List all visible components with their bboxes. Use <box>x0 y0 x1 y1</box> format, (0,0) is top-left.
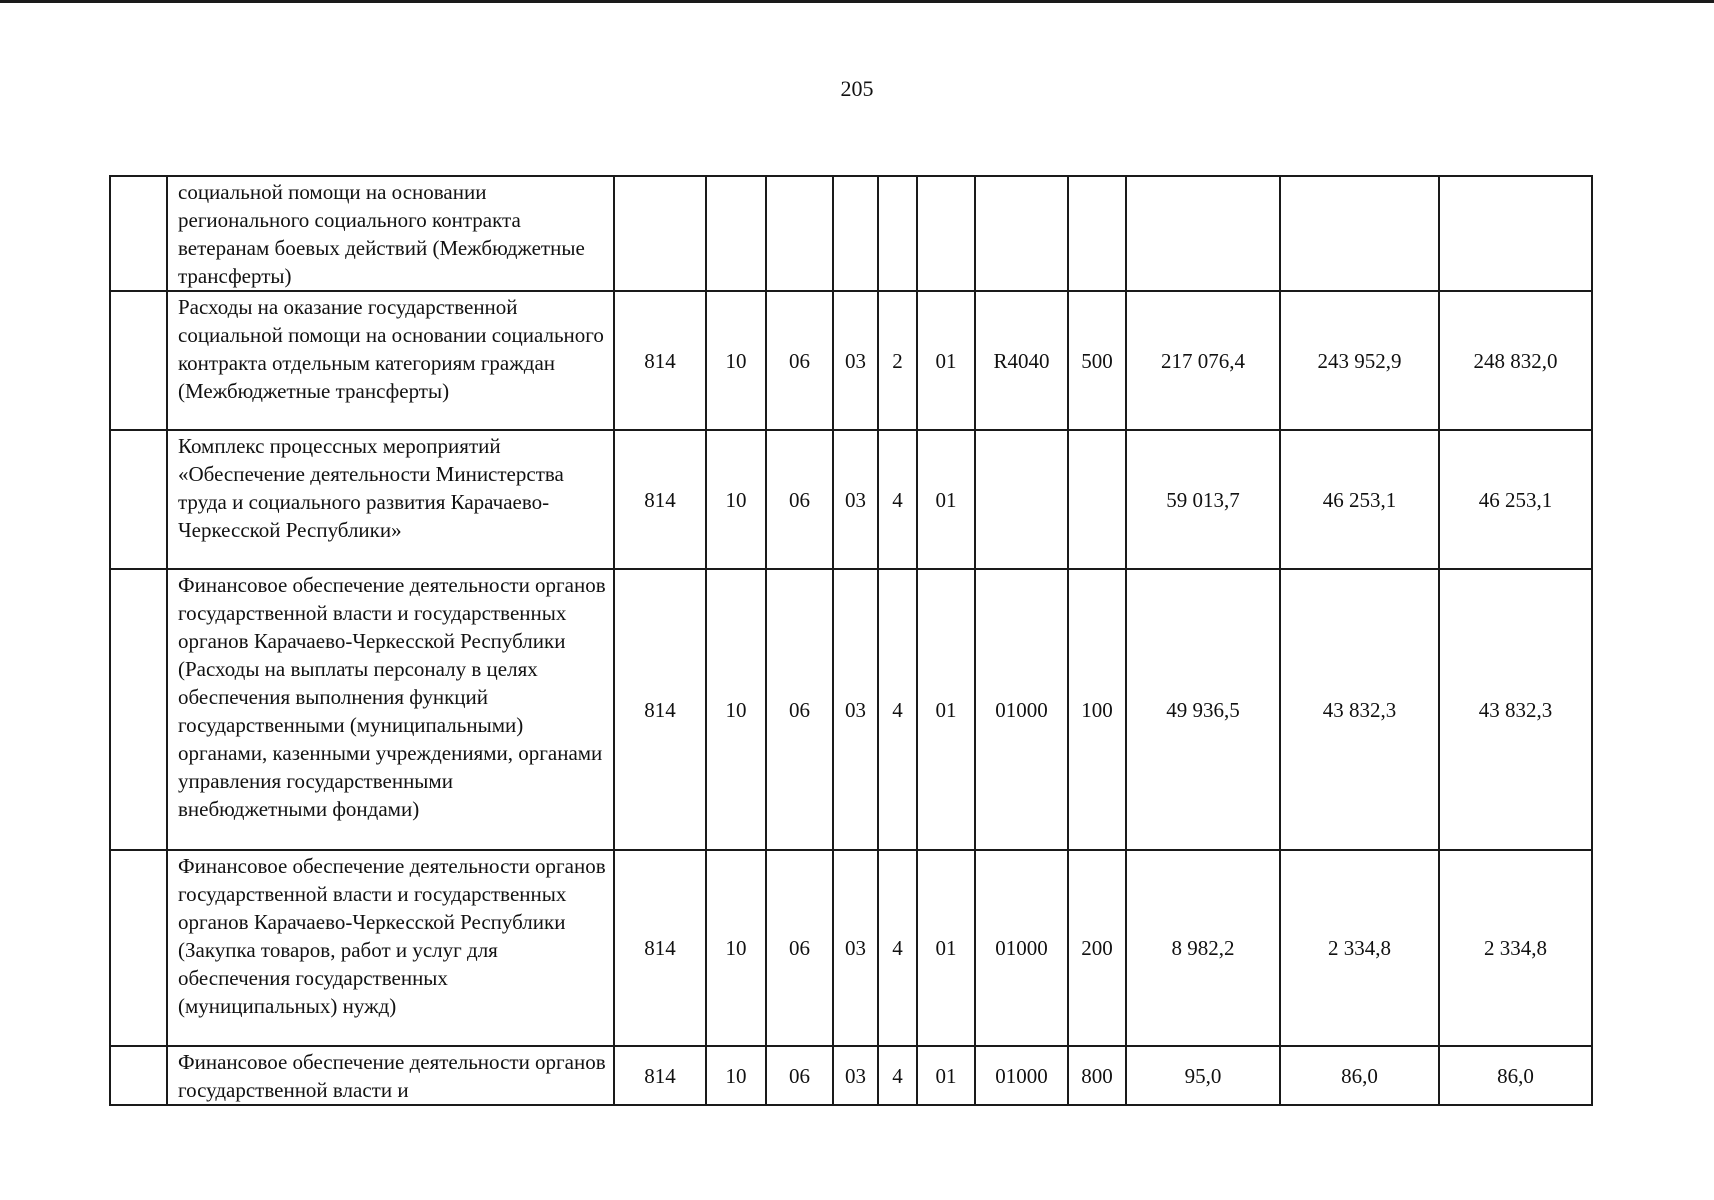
amount-1-cell: 217 076,4 <box>1126 291 1280 430</box>
subsection-cell: 06 <box>766 291 833 430</box>
scan-edge-line <box>0 0 1714 3</box>
expense-type-cell <box>1068 430 1126 569</box>
subprogram-cell: 4 <box>878 430 917 569</box>
amount-2-cell: 2 334,8 <box>1280 850 1439 1046</box>
amount-3-cell: 86,0 <box>1439 1046 1592 1105</box>
activity-cell: 01 <box>917 569 975 850</box>
number-cell <box>110 291 167 430</box>
number-cell <box>110 1046 167 1105</box>
subprogram-cell: 4 <box>878 850 917 1046</box>
subsection-cell: 06 <box>766 850 833 1046</box>
expense-type-cell: 500 <box>1068 291 1126 430</box>
amount-2-cell: 243 952,9 <box>1280 291 1439 430</box>
amount-1-cell <box>1126 176 1280 291</box>
admin-code-cell: 814 <box>614 850 706 1046</box>
expense-type-cell: 800 <box>1068 1046 1126 1105</box>
table-row <box>110 291 1592 430</box>
table-row <box>110 176 1592 291</box>
number-cell <box>110 176 167 291</box>
description-cell: Финансовое обеспечение деятельности органов государственной власти и <box>167 1046 614 1105</box>
subprogram-cell: 4 <box>878 1046 917 1105</box>
number-cell <box>110 569 167 850</box>
program-cell <box>833 176 878 291</box>
direction-code-cell: 01000 <box>975 569 1068 850</box>
description-cell: Финансовое обеспечение деятельности органов государственной власти и государственных органов Карачаево-Черкесской Республики (Закупка товаров, работ и услуг для обеспечения государственных (муниципальных) нужд) <box>167 850 614 1046</box>
direction-code-cell <box>975 176 1068 291</box>
activity-cell: 01 <box>917 1046 975 1105</box>
table-row <box>110 430 1592 569</box>
activity-cell: 01 <box>917 291 975 430</box>
section-cell: 10 <box>706 850 766 1046</box>
number-cell <box>110 850 167 1046</box>
amount-2-cell: 86,0 <box>1280 1046 1439 1105</box>
section-cell: 10 <box>706 569 766 850</box>
direction-code-cell: 01000 <box>975 850 1068 1046</box>
program-cell: 03 <box>833 850 878 1046</box>
table-row <box>110 569 1592 850</box>
section-cell <box>706 176 766 291</box>
amount-3-cell: 2 334,8 <box>1439 850 1592 1046</box>
section-cell: 10 <box>706 430 766 569</box>
direction-code-cell <box>975 430 1068 569</box>
subsection-cell: 06 <box>766 430 833 569</box>
expense-type-cell: 100 <box>1068 569 1126 850</box>
description-cell: Расходы на оказание государственной социальной помощи на основании социального контракта отдельным категориям граждан (Межбюджетные трансферты) <box>167 291 614 430</box>
activity-cell: 01 <box>917 430 975 569</box>
amount-2-cell: 46 253,1 <box>1280 430 1439 569</box>
amount-2-cell <box>1280 176 1439 291</box>
subprogram-cell: 2 <box>878 291 917 430</box>
expense-type-cell <box>1068 176 1126 291</box>
description-cell: Комплекс процессных мероприятий «Обеспечение деятельности Министерства труда и социального развития Карачаево-Черкесской Республики» <box>167 430 614 569</box>
expense-type-cell: 200 <box>1068 850 1126 1046</box>
amount-3-cell: 43 832,3 <box>1439 569 1592 850</box>
direction-code-cell: R4040 <box>975 291 1068 430</box>
number-cell <box>110 430 167 569</box>
table-row <box>110 850 1592 1046</box>
section-cell: 10 <box>706 1046 766 1105</box>
subsection-cell <box>766 176 833 291</box>
page-number: 205 <box>840 76 874 101</box>
amount-1-cell: 49 936,5 <box>1126 569 1280 850</box>
program-cell: 03 <box>833 291 878 430</box>
program-cell: 03 <box>833 1046 878 1105</box>
amount-1-cell: 95,0 <box>1126 1046 1280 1105</box>
admin-code-cell: 814 <box>614 1046 706 1105</box>
description-cell: Финансовое обеспечение деятельности органов государственной власти и государственных органов Карачаево-Черкесской Республики (Расходы на выплаты персоналу в целях обеспечения выполнения функций государственными (муниципальными) органами, казенными учреждениями, органами управления государственными внебюджетными фондами) <box>167 569 614 850</box>
direction-code-cell: 01000 <box>975 1046 1068 1105</box>
subprogram-cell <box>878 176 917 291</box>
amount-1-cell: 8 982,2 <box>1126 850 1280 1046</box>
budget-table <box>109 175 1593 1106</box>
amount-1-cell: 59 013,7 <box>1126 430 1280 569</box>
admin-code-cell: 814 <box>614 430 706 569</box>
amount-3-cell: 248 832,0 <box>1439 291 1592 430</box>
amount-2-cell: 43 832,3 <box>1280 569 1439 850</box>
activity-cell <box>917 176 975 291</box>
amount-3-cell <box>1439 176 1592 291</box>
description-cell: социальной помощи на основании регионального социального контракта ветеранам боевых действий (Межбюджетные трансферты) <box>167 176 614 291</box>
program-cell: 03 <box>833 569 878 850</box>
admin-code-cell: 814 <box>614 569 706 850</box>
subsection-cell: 06 <box>766 1046 833 1105</box>
admin-code-cell: 814 <box>614 291 706 430</box>
section-cell: 10 <box>706 291 766 430</box>
table-row <box>110 1046 1592 1105</box>
amount-3-cell: 46 253,1 <box>1439 430 1592 569</box>
subsection-cell: 06 <box>766 569 833 850</box>
admin-code-cell <box>614 176 706 291</box>
program-cell: 03 <box>833 430 878 569</box>
subprogram-cell: 4 <box>878 569 917 850</box>
activity-cell: 01 <box>917 850 975 1046</box>
